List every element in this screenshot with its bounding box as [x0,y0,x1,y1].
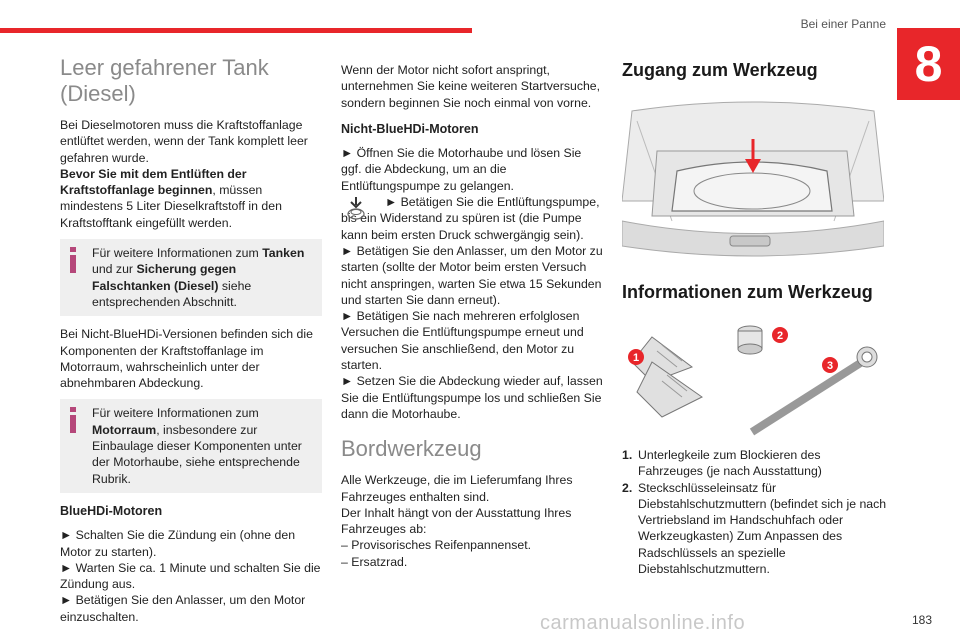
title-zugang: Zugang zum Werkzeug [622,60,818,80]
column-1 [60,55,322,625]
column-2 [341,62,604,570]
title-informationen: Informationen zum Werkzeug [622,282,873,302]
list-item: – Provisorisches Reifenpannenset. [341,538,532,553]
bold-text: Motorraum [92,422,157,437]
section-header: Bei einer Panne [800,17,886,31]
step: ► Betätigen Sie nach mehreren erfolglosen Versuchen die Entlüftungspumpe erneut und versuchen Sie anschließend, den Motor zu starten. [341,309,584,373]
top-accent-bar [0,28,472,33]
step: ► Öffnen Sie die Motorhaube und lösen Sie ggf. die Abdeckung, um an die Entlüftungspumpe zu gelangen. [341,146,582,193]
title-empty-tank: Leer gefahrener Tank (Diesel) [60,55,269,106]
text: und zur [92,262,137,277]
text: ► Betätigen Sie die Entlüftungspumpe, bis ein Widerstand zu spüren ist (die Pumpe kann beim ersten Druck schwergängig sein). [341,195,600,242]
chapter-number: 8 [897,28,960,100]
info-icon [66,407,80,433]
step: ► Betätigen Sie den Anlasser, um den Motor zu starten (sollte der Motor beim ersten Versuch nicht anspringen, warten Sie etwa 15 Sekunden und starten Sie dann erneut). [341,243,603,307]
item-number: 2. [622,480,633,495]
trunk-illustration [622,91,884,271]
step-with-icon [341,194,604,243]
list-item: – Ersatzrad. [341,554,408,569]
text: Für weitere Informationen zum [92,406,259,421]
bold-text: Bevor Sie mit dem Entlüften der Kraftstoffanlage beginnen [60,166,247,198]
badge-3-label: 3 [826,360,834,372]
bold-text: Sicherung gegen Falschtanken (Diesel) [92,262,237,293]
badge-2-label: 2 [776,330,784,342]
paragraph: Alle Werkzeuge, die im Lieferumfang Ihres Fahrzeuges enthalten sind. [341,473,573,504]
info-text [68,405,314,486]
info-icon [66,247,80,273]
list-item [622,480,887,578]
text: , insbesondere zur Einbaulage dieser Komponenten unter der Motorhaube, siehe entsprechende Rubrik. [92,422,302,486]
subheading-non-bluehdi: Nicht-BlueHDi-Motoren [341,121,479,136]
bold-text: Tanken [262,246,305,261]
info-text [68,245,314,310]
paragraph: Bei Nicht-BlueHDi-Versionen befinden sich die Komponenten der Kraftstoffanlage im Motorraum, wahrscheinlich unter der abnehmbaren Abdeckung. [60,327,313,391]
title-bordwerkzeug: Bordwerkzeug [341,436,482,462]
tools-illustration [622,317,884,437]
badge-2 [772,327,788,343]
text: siehe entsprechenden Abschnitt. [92,278,252,309]
socket-adapter [738,326,762,354]
paragraph [60,117,322,231]
pump-icon [345,196,367,222]
badge-3 [822,357,838,373]
list-item [622,447,887,480]
item-number: 1. [622,448,633,462]
subheading-bluehdi: BlueHDi-Motoren [60,503,163,518]
paragraph: Der Inhalt hängt von der Ausstattung Ihres Fahrzeuges ab: [341,505,572,537]
badge-1 [628,349,644,365]
info-box [60,399,322,492]
column-3 [622,55,887,577]
step: ► Schalten Sie die Zündung ein (ohne den Motor zu starten). [60,528,296,559]
text: , müssen mindestens 5 Liter Dieselkraftstoff in den Kraftstofftank eingefüllt werden. [60,183,282,230]
info-box [60,239,322,316]
wheel-chocks [632,337,702,417]
page-number: 183 [912,613,933,627]
item-text: Unterlegkeile zum Blockieren des Fahrzeuges (je nach Ausstattung) [638,448,822,479]
step: ► Setzen Sie die Abdeckung wieder auf, lassen Sie die Entlüftungspumpe los und schließen Sie dann die Motorhaube. [341,374,603,421]
badge-1-label: 1 [632,352,640,364]
step: ► Betätigen Sie den Anlasser, um den Motor einzuschalten. [60,593,306,624]
wheel-wrench [752,347,877,432]
step: ► Warten Sie ca. 1 Minute und schalten Sie die Zündung aus. [60,560,321,592]
text: Für weitere Informationen zum [92,246,263,261]
watermark: carmanualsonline.info [540,612,746,634]
paragraph: Wenn der Motor nicht sofort anspringt, unternehmen Sie keine weiteren Startversuche, sondern beginnen Sie noch einmal von vorne. [341,63,601,110]
item-text: Steckschlüsseleinsatz für Diebstahlschutzmuttern (befindet sich je nach Vertriebsland im Handschuhfach oder Werkzeugkasten) Zum Anpassen des Radschlüssels an spezielle Diebstahlschutzmuttern. [638,480,887,577]
text: Bei Dieselmotoren muss die Kraftstoffanlage entlüftet werden, wenn der Tank komplett leer gefahren wurde. [60,118,308,165]
